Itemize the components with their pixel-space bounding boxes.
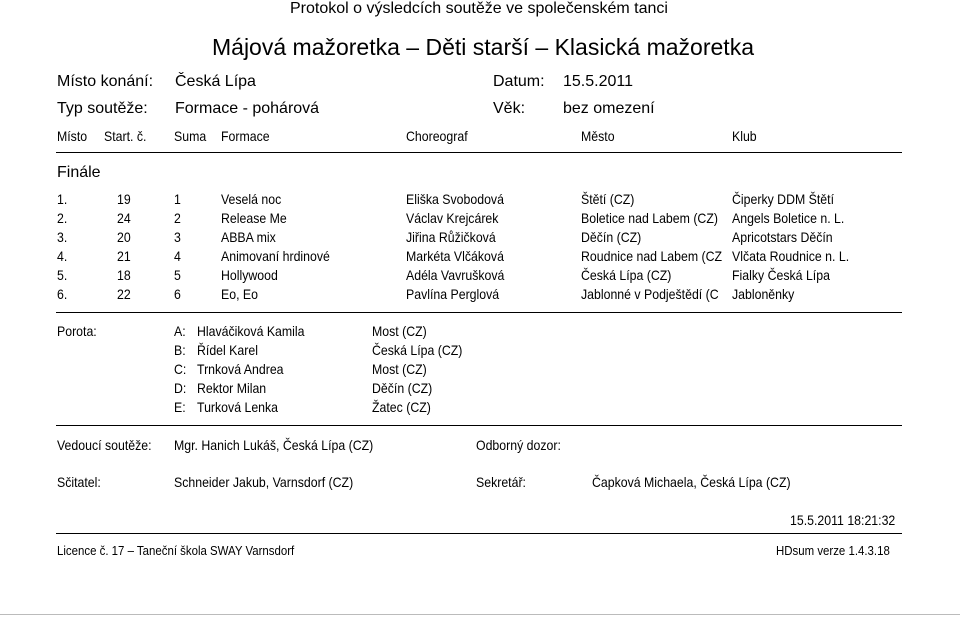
protocol-title: Protokol o výsledcích soutěže ve společenském tanci bbox=[290, 0, 668, 17]
result-formation: Hollywood bbox=[221, 267, 278, 283]
section-divider bbox=[56, 152, 902, 153]
jury-label: Porota: bbox=[57, 323, 97, 339]
jury-letter: E: bbox=[174, 399, 186, 415]
result-city: Štětí (CZ) bbox=[581, 191, 635, 207]
result-formation: Animovaní hrdinové bbox=[221, 248, 330, 264]
result-start: 21 bbox=[117, 248, 131, 264]
col-header-sum: Suma bbox=[174, 128, 207, 144]
jury-letter: A: bbox=[174, 323, 186, 339]
result-formation: Eo, Eo bbox=[221, 286, 258, 302]
jury-name: Hlaváčiková Kamila bbox=[197, 323, 305, 339]
result-sum: 1 bbox=[174, 191, 181, 207]
result-place: 6. bbox=[57, 286, 68, 302]
jury-divider bbox=[56, 425, 902, 426]
result-club: Jabloněnky bbox=[732, 286, 795, 302]
result-city: Česká Lípa (CZ) bbox=[581, 267, 672, 283]
jury-city: Děčín (CZ) bbox=[372, 380, 433, 396]
result-place: 2. bbox=[57, 210, 68, 226]
jury-name: Trnková Andrea bbox=[197, 361, 284, 377]
date-value: 15.5.2011 bbox=[563, 73, 633, 90]
jury-member bbox=[0, 323, 960, 341]
leader-label: Vedoucí soutěže: bbox=[57, 437, 152, 453]
jury-name: Turková Lenka bbox=[197, 399, 279, 415]
type-label: Typ soutěže: bbox=[57, 100, 148, 117]
result-start: 18 bbox=[117, 267, 131, 283]
jury-city: Most (CZ) bbox=[372, 361, 427, 377]
result-club: Apricotstars Děčín bbox=[732, 229, 833, 245]
counter-value: Schneider Jakub, Varnsdorf (CZ) bbox=[174, 474, 354, 490]
col-header-city: Město bbox=[581, 128, 615, 144]
jury-letter: B: bbox=[174, 342, 186, 358]
result-formation: Veselá noc bbox=[221, 191, 282, 207]
table-row bbox=[0, 286, 960, 304]
age-label: Věk: bbox=[493, 100, 526, 117]
table-row bbox=[0, 229, 960, 247]
col-header-choreographer: Choreograf bbox=[406, 128, 468, 144]
result-club: Angels Boletice n. L. bbox=[732, 210, 845, 226]
jury-member bbox=[0, 342, 960, 360]
secretary-value: Čapková Michaela, Česká Lípa (CZ) bbox=[592, 474, 791, 490]
result-city: Boletice nad Labem (CZ) bbox=[581, 210, 718, 226]
result-sum: 6 bbox=[174, 286, 181, 302]
jury-name: Rektor Milan bbox=[197, 380, 267, 396]
result-formation: ABBA mix bbox=[221, 229, 276, 245]
jury-member bbox=[0, 380, 960, 398]
col-header-start: Start. č. bbox=[104, 128, 147, 144]
result-choreographer: Pavlína Perglová bbox=[406, 286, 500, 302]
result-sum: 2 bbox=[174, 210, 181, 226]
place-label: Místo konání: bbox=[57, 73, 154, 90]
place-value: Česká Lípa bbox=[175, 73, 256, 90]
result-city: Děčín (CZ) bbox=[581, 229, 642, 245]
result-city: Jablonné v Podještědí (C bbox=[581, 286, 719, 302]
jury-city: Žatec (CZ) bbox=[372, 399, 431, 415]
result-place: 5. bbox=[57, 267, 68, 283]
event-title: Májová mažoretka – Děti starší – Klasická mažoretka bbox=[212, 34, 754, 60]
table-row bbox=[0, 191, 960, 209]
result-sum: 4 bbox=[174, 248, 181, 264]
jury-letter: D: bbox=[174, 380, 187, 396]
supervisor-label: Odborný dozor: bbox=[476, 437, 561, 453]
results-divider bbox=[56, 312, 902, 313]
result-start: 22 bbox=[117, 286, 131, 302]
license-text: Licence č. 17 – Taneční škola SWAY Varnsdorf bbox=[57, 543, 295, 558]
timestamp: 15.5.2011 18:21:32 bbox=[790, 512, 896, 528]
result-start: 19 bbox=[117, 191, 131, 207]
table-row bbox=[0, 248, 960, 266]
result-club: Vlčata Roudnice n. L. bbox=[732, 248, 850, 264]
result-city: Roudnice nad Labem (CZ bbox=[581, 248, 723, 264]
age-value: bez omezení bbox=[563, 100, 655, 117]
jury-name: Řídel Karel bbox=[197, 342, 258, 358]
result-choreographer: Markéta Vlčáková bbox=[406, 248, 504, 264]
jury-member bbox=[0, 361, 960, 379]
footer-divider bbox=[56, 533, 902, 534]
result-place: 3. bbox=[57, 229, 68, 245]
date-label: Datum: bbox=[493, 73, 545, 90]
result-sum: 3 bbox=[174, 229, 181, 245]
table-row bbox=[0, 267, 960, 285]
result-club: Čiperky DDM Štětí bbox=[732, 191, 835, 207]
col-header-place: Místo bbox=[57, 128, 88, 144]
jury-city: Most (CZ) bbox=[372, 323, 427, 339]
page-bottom-line bbox=[0, 614, 960, 615]
result-start: 20 bbox=[117, 229, 131, 245]
result-choreographer: Václav Krejcárek bbox=[406, 210, 499, 226]
col-header-formation: Formace bbox=[221, 128, 270, 144]
result-choreographer: Jiřina Růžičková bbox=[406, 229, 496, 245]
type-value: Formace - pohárová bbox=[175, 100, 320, 117]
result-place: 1. bbox=[57, 191, 68, 207]
jury-city: Česká Lípa (CZ) bbox=[372, 342, 463, 358]
jury-letter: C: bbox=[174, 361, 187, 377]
version-text: HDsum verze 1.4.3.18 bbox=[776, 543, 890, 558]
counter-label: Sčitatel: bbox=[57, 474, 101, 490]
result-place: 4. bbox=[57, 248, 68, 264]
result-club: Fialky Česká Lípa bbox=[732, 267, 830, 283]
result-start: 24 bbox=[117, 210, 131, 226]
table-row bbox=[0, 210, 960, 228]
result-sum: 5 bbox=[174, 267, 181, 283]
result-choreographer: Adéla Vavrušková bbox=[406, 267, 505, 283]
leader-value: Mgr. Hanich Lukáš, Česká Lípa (CZ) bbox=[174, 437, 374, 453]
secretary-label: Sekretář: bbox=[476, 474, 526, 490]
result-formation: Release Me bbox=[221, 210, 287, 226]
jury-member bbox=[0, 399, 960, 417]
section-title: Finále bbox=[57, 164, 101, 181]
result-choreographer: Eliška Svobodová bbox=[406, 191, 504, 207]
col-header-club: Klub bbox=[732, 128, 757, 144]
